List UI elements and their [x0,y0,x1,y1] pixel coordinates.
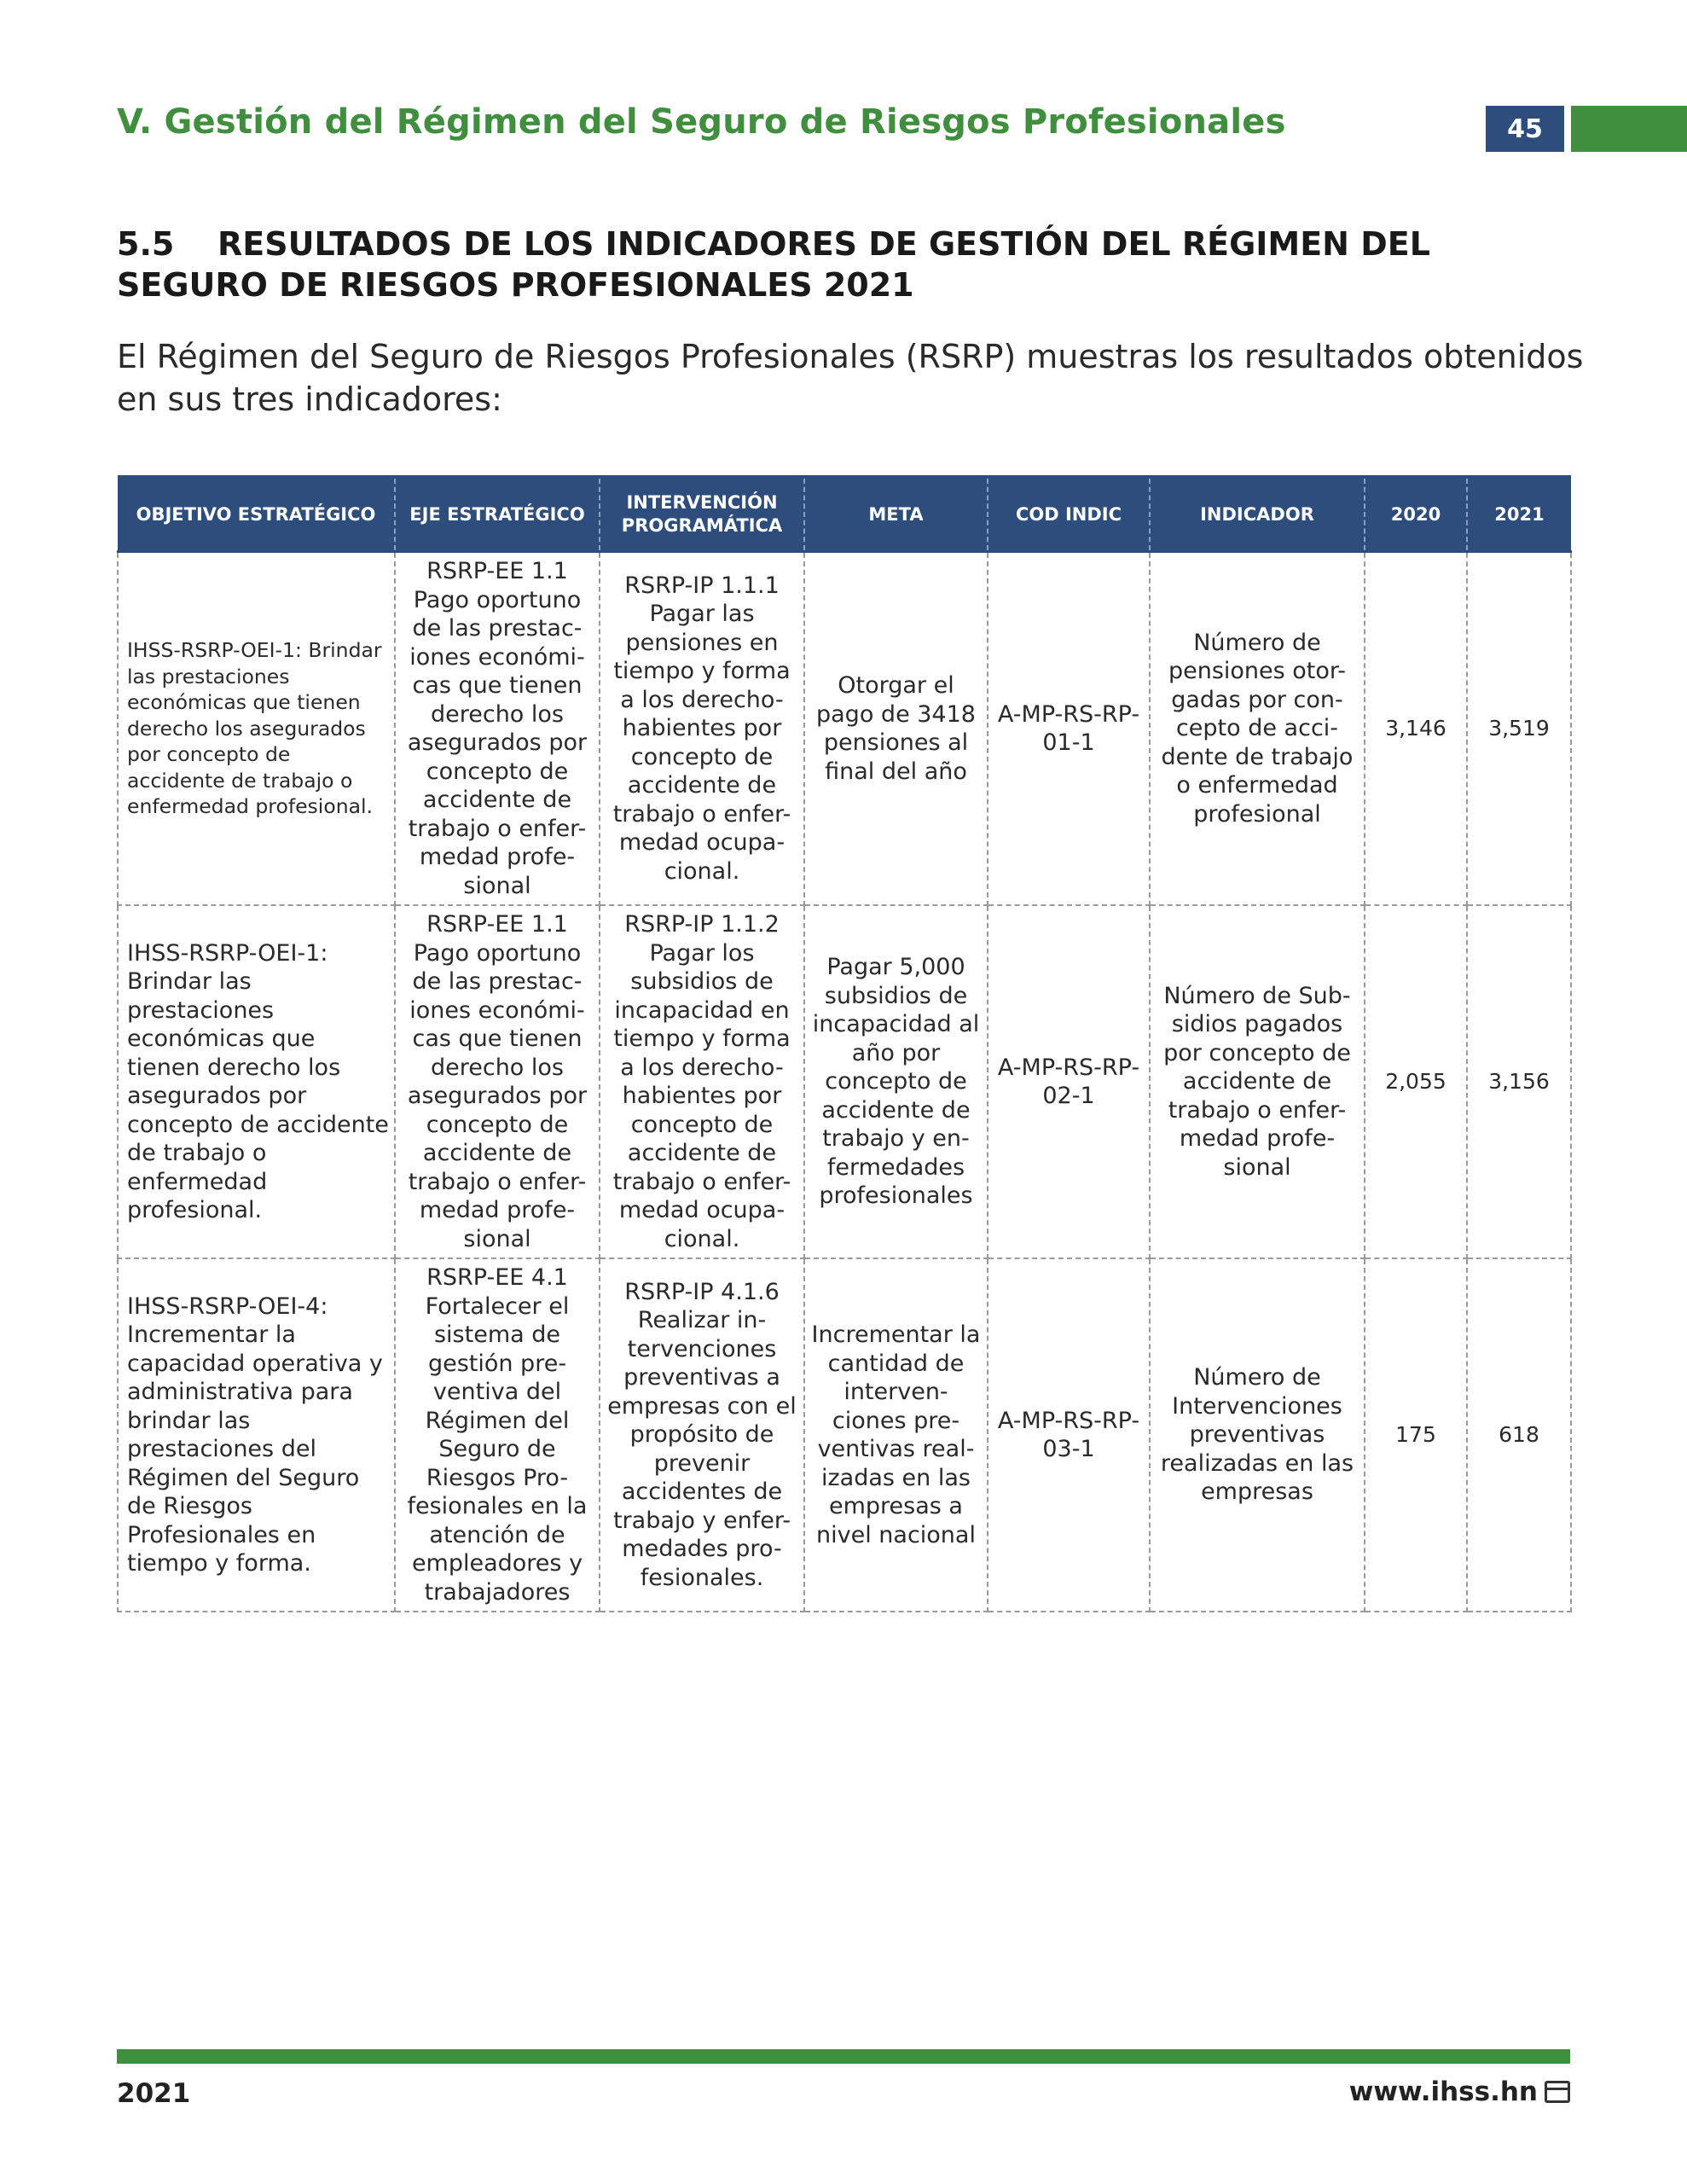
col-header-2021: 2021 [1467,477,1571,552]
page-header-title: V. Gestión del Régimen del Seguro de Riesgos Profesionales [117,102,1286,142]
cell-2020: 175 [1365,1258,1467,1612]
cell-meta: Pagar 5,000 subsidios de incapacidad al año por concepto de accidente de trabajo y en-fermedades profesionales [804,905,988,1258]
cell-eje: RSRP-EE 1.1 Pago oportuno de las prestac-iones económi-cas que tienen derecho los asegurados por concepto de accidente de trabajo o enfer-medad profe-sional [395,552,600,906]
col-header-2020: 2020 [1365,477,1467,552]
cell-intervencion: RSRP-IP 1.1.1 Pagar las pensiones en tiempo y forma a los derecho-habientes por concepto de accidente de trabajo o enfer-medad ocupa-cional. [600,552,804,906]
table-row [118,1258,1571,1612]
cell-eje: RSRP-EE 4.1 Fortalecer el sistema de gestión pre-ventiva del Régimen del Seguro de Riesgos Pro-fesionales en la atención de empleadores y trabajadores [395,1258,600,1612]
cell-cod: A-MP-RS-RP-02-1 [988,905,1150,1258]
col-header-eje: EJE ESTRATÉGICO [395,477,600,552]
col-header-intervencion: INTERVENCIÓN PROGRAMÁTICA [600,477,804,552]
footer-accent-bar [117,2049,1570,2064]
cell-eje: RSRP-EE 1.1 Pago oportuno de las prestac-iones económi-cas que tienen derecho los asegurados por concepto de accidente de trabajo o enfer-medad profe-sional [395,905,600,1258]
cell-2021: 3,519 [1467,552,1571,906]
cell-objetivo: IHSS-RSRP-OEI-1: Brindar las prestaciones económicas que tienen derecho los asegurados por concepto de accidente de trabajo o enfermedad profesional. [118,905,395,1258]
col-header-indicador: INDICADOR [1150,477,1365,552]
cell-cod: A-MP-RS-RP-01-1 [988,552,1150,906]
cell-2020: 3,146 [1365,552,1467,906]
footer-year: 2021 [117,2078,191,2109]
indicators-table [117,475,1572,1612]
cell-indicador: Número de Sub-sidios pagados por concepto de accidente de trabajo o enfer-medad profe-sional [1150,905,1365,1258]
table-header-row [118,477,1571,552]
intro-paragraph: El Régimen del Seguro de Riesgos Profesionales (RSRP) muestras los resultados obtenidos en sus tres indicadores: [117,338,1584,418]
cell-2021: 618 [1467,1258,1571,1612]
header-accent-bar [1571,106,1687,152]
cell-indicador: Número de pensiones otor-gadas por con-cepto de acci-dente de trabajo o enfermedad profesional [1150,552,1365,906]
col-header-objetivo: OBJETIVO ESTRATÉGICO [118,477,395,552]
cell-2021: 3,156 [1467,905,1571,1258]
cell-meta: Incrementar la cantidad de interven-ciones pre-ventivas real-izadas en las empresas a nivel nacional [804,1258,988,1612]
col-header-meta: META [804,477,988,552]
footer-url[interactable] [1349,2077,1570,2107]
section-title: RESULTADOS DE LOS INDICADORES DE GESTIÓN DEL RÉGIMEN DEL SEGURO DE RIESGOS PROFESIONALES 2021 [117,225,1430,304]
cell-objetivo: IHSS-RSRP-OEI-1: Brindar las prestaciones económicas que tienen derecho los asegurados por concepto de accidente de trabajo o enfermedad profesional. [118,552,395,906]
cell-2020: 2,055 [1365,905,1467,1258]
cell-intervencion: RSRP-IP 4.1.6 Realizar in-tervenciones preventivas a empresas con el propósito de prevenir accidentes de trabajo y enfer-medades pro-fesionales. [600,1258,804,1612]
footer-url-text[interactable]: www.ihss.hn [1348,2077,1538,2107]
col-header-cod: COD INDIC [988,477,1150,552]
table-row [118,552,1571,906]
cell-objetivo: IHSS-RSRP-OEI-4: Incrementar la capacidad operativa y administrativa para brindar las prestaciones del Régimen del Seguro de Riesgos Profesionales en tiempo y forma. [118,1258,395,1612]
cell-intervencion: RSRP-IP 1.1.2 Pagar los subsidios de incapacidad en tiempo y forma a los derecho-habientes por concepto de accidente de trabajo o enfer-medad ocupa-cional. [600,905,804,1258]
page-number-badge: 45 [1486,106,1564,152]
section-heading [117,224,1575,305]
browser-window-icon [1545,2081,1570,2103]
cell-meta: Otorgar el pago de 3418 pensiones al final del año [804,552,988,906]
cell-indicador: Número de Intervenciones preventivas realizadas en las empresas [1150,1258,1365,1612]
table-row [118,905,1571,1258]
section-number: 5.5 [117,225,175,263]
cell-cod: A-MP-RS-RP-03-1 [988,1258,1150,1612]
